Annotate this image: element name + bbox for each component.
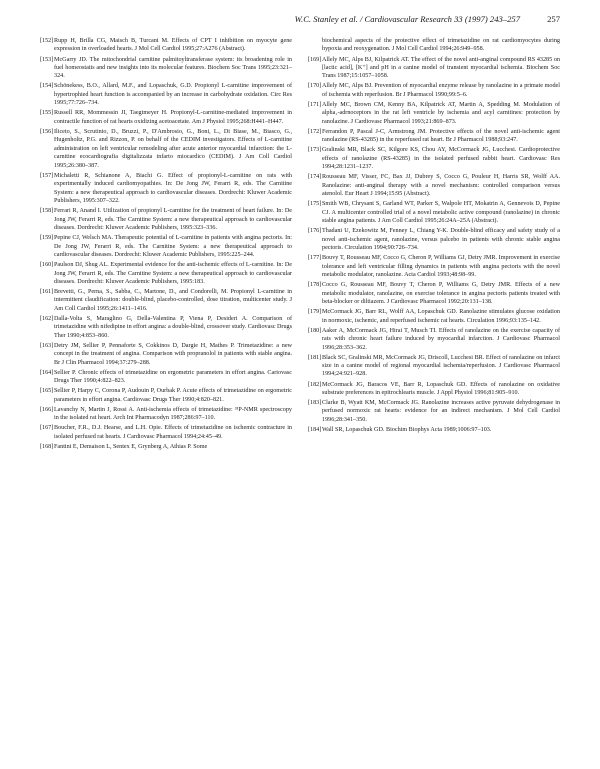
reference-text: Allely MC, Brown CM, Kenny BA, Kilpatrick AT, Martin A, Spedding M. Modulation of alpha₁-adrnoceptors in the rat left ventricle by ischemia and acyl carnitines: protection by ranolazine. J Cardiovasc Pharmacol 1993;21:869–873. — [322, 101, 560, 125]
reference-text: Bouvy T, Rousseau MF, Cocco G, Cheron P, Williams GJ, Detry JMR. Improvement in exercise tolerance and left ventricular filling dynamics in patients with angina pectoris with the novel metabolic modulator, ranolazine. Acta Cardiol 1993;48:98–99. — [322, 255, 560, 279]
reference-entry — [308, 327, 560, 352]
reference-entry — [308, 173, 560, 198]
right-column — [308, 37, 560, 453]
reference-entry — [40, 424, 292, 441]
reference-entry — [40, 443, 292, 451]
reference-entry — [40, 342, 292, 367]
reference-entry — [308, 227, 560, 252]
reference-number: [172] — [308, 128, 322, 135]
page-number: 257 — [547, 14, 560, 24]
reference-number: [174] — [308, 174, 322, 181]
reference-text: Sellier P. Chronic effects of trimetazidine on ergometric parameters in effort angina. Cariovasc Drugs Ther 1990;4:822–823. — [54, 369, 292, 385]
reference-text: Fantini E, Demaison L, Sentex E, Grynberg A, Athias P. Some — [54, 443, 208, 450]
running-head: W.C. Stanley et al. / Cardiovascular Research 33 (1997) 243–257 — [294, 14, 520, 24]
reference-number: [170] — [308, 83, 322, 90]
reference-number: [183] — [308, 400, 322, 407]
reference-text: Dalla-Volta S, Maraglino G, Della-Valentina P, Viena P, Desideri A. Comparison of trimetazidine with nifedipine in effort angina: a double-blind, crossover study. Cardiovasc Drugs Ther 1990;4:853–860. — [54, 315, 292, 339]
reference-text: Wall SR, Lopaschuk GD. Biochim Biophys Acta 1989;1006:97–103. — [322, 426, 492, 433]
reference-entry — [308, 200, 560, 225]
reference-entry — [40, 288, 292, 313]
reference-text: biochemical aspects of the protective effect of trimetazidine on rat cardiomyocytes during hypoxia and reoxygenation. J Mol Cell Cardiol 1994;26:949–958. — [322, 38, 560, 53]
reference-text: Schönekess, B.O., Allard, M.F., and Lopaschuk, G.D. Propionyl L-carnitine improvement of hypertrophied heart function is accompanied by an increase in carbohydrate oxidation. Circ Res 1995;77:726–734. — [54, 83, 292, 107]
reference-text: Thadani U, Ezekowitz M, Fenney L, Chiang Y-K. Double-blind efficacy and safety study of a novel anti-ischemic agent, ranolazine, versus palcebo in patients with chronic stable angina pectoris. Circulation 1994;90:726–734. — [322, 228, 560, 252]
reference-text: Boucher, F.R., D.J. Hearse, and L.H. Opie. Effects of trimetazidine on ischemic contracture in isolated perfused rat hearts. J Cardiovasc Pharmacol 1994;24:45–49. — [54, 425, 292, 440]
reference-text: Russell RR, Mommessin JI, Taegtmeyer H. Propionyl-L-carnitine-mediated improvement in contractile function of rat hearts oxidizing acetoacetate. Am J Physiol 1995;268:H441–H447. — [54, 110, 292, 125]
reference-entry — [308, 354, 560, 379]
reference-entry — [308, 381, 560, 398]
reference-number: [167] — [40, 425, 54, 432]
reference-entry — [40, 82, 292, 107]
reference-number: [178] — [308, 282, 322, 289]
reference-text: Michaletti R, Schianone A, Biachi G. Effect of propionyl-L-carnitine on rats with experimentally induced cardiomyopathies. In: De Jong JW, Ferarri R, eds. The Carnitine System: a new therapeutical approach to cardiovascular diseases. Dordrecht: Kluwer Academic Publishers, 1995:307–322. — [54, 172, 292, 205]
reference-entry — [40, 37, 292, 54]
reference-entry — [308, 146, 560, 171]
reference-number: [180] — [308, 327, 322, 334]
reference-entry — [308, 254, 560, 279]
reference-text: Rupp H, Brilla CG, Maisch B, Turcani M. Effects of CPT I inhibition on myocyte gene expression in overloaded hearts. J Mol Cell Cardiol 1995;27:A276 (Abstract). — [54, 38, 292, 53]
reference-entry — [40, 261, 292, 286]
reference-entry — [308, 426, 560, 434]
reference-number: [163] — [40, 342, 54, 349]
reference-text: Paulson DJ, Shug AL. Experimental evidence for the anti-ischemic effects of L-carnitine. In: De Jong JW, Ferarri R, eds. The Carnitine System: a new therapeutical approach to cardiovascular diseases. Dordrecht: Kluwer Academic Publishers, 1995:183. — [54, 262, 292, 285]
reference-text: Clarke B, Wyatt KM, McCormack JG. Ranolazine increases active pyruvate dehydrogenase in perfused normoxic rat hearts: evidence for an indirect mechanism. J Mol Cell Cardiol 1996;28:341–350. — [322, 400, 560, 423]
left-column — [40, 37, 292, 453]
reference-number: [171] — [308, 101, 322, 108]
reference-text: McCormack JG, Baracos VE, Barr R, Lopaschuk GD. Effects of ranolazine on oxidative substrate preferences in epitrochlearis muscle. J Appl Physiol 1996;81:905–910. — [322, 381, 560, 396]
reference-entry — [40, 56, 292, 81]
reference-number: [173] — [308, 147, 322, 154]
reference-text: Allely MC, Alps BJ. Prevention of myocardial enzyme release by ranolazine in a primate model of ischemia with reperfusion. Br J Pharmacol 1990;99:5–6. — [322, 83, 560, 98]
reference-number: [152] — [40, 38, 54, 44]
reference-text: Black SC, Gralinski MR, McCormack JG, Driscoll, Lucchesi BR. Effect of ranolazine on infarct size in a canine model of regional myocardial ischemia/reperfusion. J Cardiovasc Pharmacol 1994;24:921–928. — [322, 354, 560, 378]
reference-text: Ferrari R, Anand I. Utilization of propionyl L-carnitine for the treatment of heart failure. In: De Jong JW, Ferarri R, eds. The Carnitine System: a new therapeutical approach to cardiovascular diseases. Dordrecht: Kluwer Academic Publishers, 1995:323–336. — [54, 208, 292, 232]
reference-number: [179] — [308, 309, 322, 316]
reference-entry — [40, 109, 292, 126]
reference-text: Iliceto, S., Scrutinio, D., Bruzzi, P., D'Ambrosio, G., Boni, L., Di Biase, M., Biasco, G., Hugenholtz, P.G. and Rizzon, P. on behalf of the CEDIM investigators. Effects of L-carnitine administration on left ventricular remodeling after acute anterior myocardial infarction: the L-carnitine ecocardiografia digitalizzata infarto miocardico (CEDIM). J Am Coll Cardiol 1995;26:380–387. — [54, 128, 292, 169]
reference-number: [157] — [40, 172, 54, 179]
page-header — [40, 14, 560, 30]
reference-entry — [40, 315, 292, 340]
reference-entry — [308, 308, 560, 325]
reference-entry — [308, 281, 560, 306]
reference-entry — [40, 406, 292, 423]
reference-number: [166] — [40, 406, 54, 413]
reference-text: Lavanchy N, Martin J, Rossi A. Anti-ischemia effects of trimetazidine: ³¹P-NMR spectroscopy in the isolated rat heart. Arch Int Pharmacodyn 1987;286:97–110. — [54, 406, 292, 422]
reference-text: Brevetti, G., Perna, S., Sabba, C., Martone, D., and Condorelli, M. Propionyl L-carnitine in intermittent claudification: double-blind, placebo-controlled, dose titration, multicenter study. J Am Coll Cardiol 1995;26:1411–1416. — [54, 289, 292, 312]
reference-number: [159] — [40, 235, 54, 242]
reference-text: Gralinski MR, Black SC, Kilgore KS, Chou AY, McCormack JG, Lucchesi. Cardioprotective effects of ranolazine (RS-43285) in the isolated perfused rabbit heart. Cardiovasc Res 1994;28:1231–1237. — [322, 147, 560, 171]
reference-number: [181] — [308, 354, 322, 361]
reference-entry — [40, 172, 292, 206]
reference-entry — [308, 128, 560, 145]
reference-entry — [308, 399, 560, 424]
reference-number: [160] — [40, 262, 54, 269]
reference-entry — [308, 82, 560, 99]
reference-number: [164] — [40, 369, 54, 376]
reference-number: [158] — [40, 208, 54, 215]
reference-entry — [40, 207, 292, 232]
reference-text: Sellier P, Harpy C, Corona P, Audouin P, Ourbak P. Acute effects of trimetazidine on ergometric parameters in effort angina. Cardiovasc Drugs Ther 1990;4:820–821. — [54, 388, 292, 403]
reference-number: [162] — [40, 315, 54, 322]
reference-number: [184] — [308, 426, 322, 433]
reference-entry — [40, 369, 292, 386]
reference-number: [156] — [40, 128, 54, 135]
reference-text: Smith WB, Chrysant S, Garland WT, Parker S, Walpole HT, Mokatrin A, Gennevois D, Pepine CJ. A multicenter controlled trial of a novel metabolic active compound (ranolazine) in chronic stable angina patients. J Am Coll Cardiol 1995;26:24A–25A (Abstract). — [322, 201, 560, 225]
reference-entry — [40, 128, 292, 170]
reference-text: Detry JM, Sellier P, Pennaforte S, Cokkinos D, Dargie H, Mathes P. Trimetazidine: a new concept in the treatment of angina. Comparison with propranolol in patients with stable angina. Br J Clin Pharmacol 1994;37:279–288. — [54, 342, 292, 366]
reference-text: Allely MC, Alps BJ, Kilpatrick AT. The effect of the novel anti-anginal compound RS 43285 on [lactic acid], [K⁺] and pH in a canine model of transient myocardial ischemia. Biochem Soc Trans 1987;15:1057–1058. — [322, 56, 560, 80]
reference-number: [165] — [40, 388, 54, 395]
reference-number: [155] — [40, 110, 54, 117]
reference-text: Aaker A, McCormack JG, Hirai T, Musch TI. Effects of ranolazine on the exercise capacity of rats with chronic heart failure induced by myocardial infarction. J Cardiovasc Pharmacol 1996;28:353–362. — [322, 327, 560, 351]
reference-text: Pepine CJ, Welsch MA. Therapeutic potential of L-carnitine in patients with angina pectoris. In: De Jong JW, Ferarri R, eds. The Carnitine System: a new therapeutical approach to cardiovascular diseases. Dordrecht: Kluwer Academic Publishers, 1995:225–244. — [54, 235, 292, 259]
reference-entry — [308, 101, 560, 126]
reference-text: McCormack JG, Barr RL, Wolff AA, Lopaschuk GD. Ranolazine stimulates glucose oxidation in normoxic, ischemic, and reperfused ischemic rat hearts. Circulation 1996;93:135–142. — [322, 309, 560, 324]
reference-number: [177] — [308, 255, 322, 262]
reference-entry — [40, 387, 292, 404]
reference-number: [182] — [308, 381, 322, 388]
reference-text: McGarry JD. The mitochondrial carnitine palmitoyltransferase system: its broadening role in fuel homeostatis and new insights into its molecular features. Biochem Soc Trans 1995;23:321–324. — [54, 56, 292, 80]
reference-text: Cocco G, Rousseau MF, Bouvy T, Cheron P, Williams G, Detry JMR. Effects of a new metabolic modulator, ranolazine, on exercise tolerance in angina pectoris patients treated with beta-blocker or diltiazem. J Cardiovasc Pharmacol 1992;20:131–138. — [322, 282, 560, 306]
reference-number: [169] — [308, 56, 322, 63]
reference-number: [168] — [40, 443, 54, 450]
reference-entry — [308, 56, 560, 81]
reference-number: [176] — [308, 228, 322, 235]
reference-entry — [40, 234, 292, 259]
reference-text: Ferrandon P, Pascal J-C, Armstrong JM. Protective effects of the novel anti-ischemic agent ranolazine (RS-43285) in the reperfused rat heart. Br J Pharmacol 1988;93:247. — [322, 128, 560, 144]
reference-number: [175] — [308, 201, 322, 208]
reference-list — [40, 37, 560, 453]
reference-number: [154] — [40, 83, 54, 90]
reference-entry — [308, 37, 560, 54]
reference-number: [153] — [40, 56, 54, 63]
reference-text: Rousseau MF, Visser, FC, Bax JJ, Dubrey S, Cocco G, Pouleur H, Harris SR, Wolff AA. Ranolazine: anti-anginal therapy with a novel mechanism: controlled comparison versus atenolol. Eur Heart J 1994;15:95 (Abstract). — [322, 174, 560, 198]
reference-number: [161] — [40, 289, 54, 296]
